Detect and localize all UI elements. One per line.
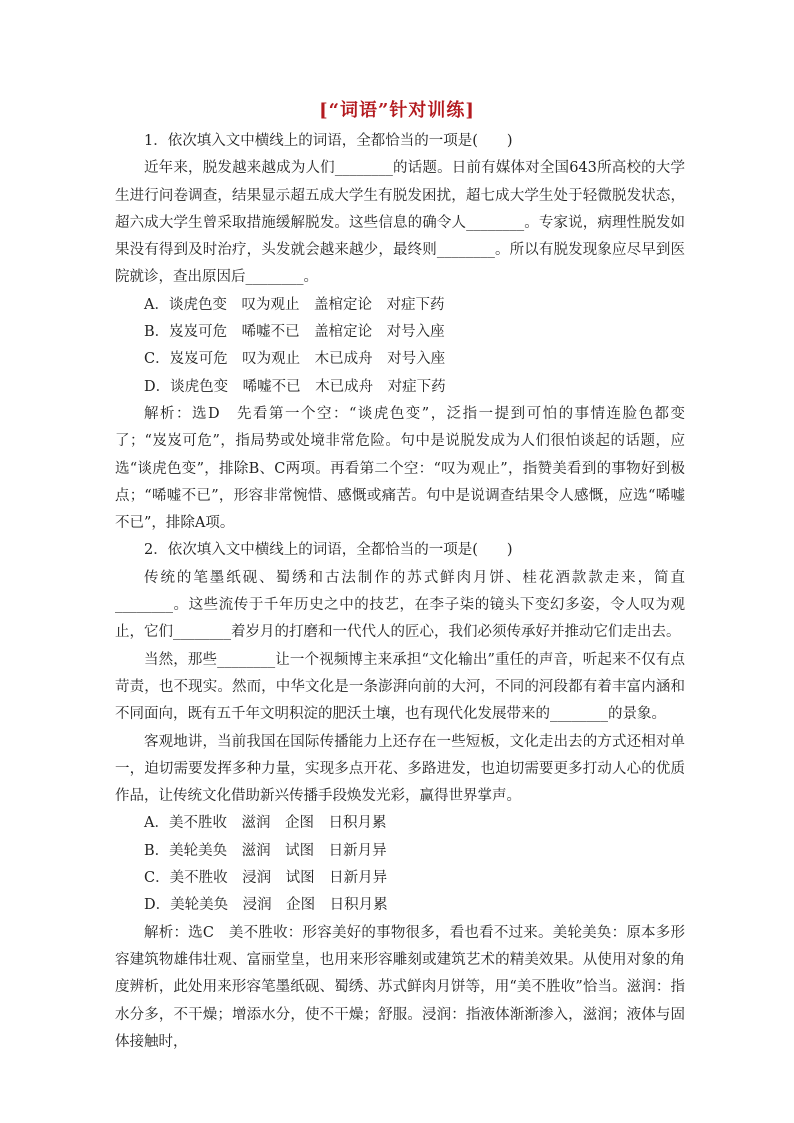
question-2-passage-2: 当然，那些________让一个视频博主来承担“文化输出”重任的声音，听起来不仅有点苛责，也不现实。然而，中华文化是一条澎湃向前的大河，不同的河段都有着丰富内涵和不同面向，既有五千年文明积淀的肥沃土壤，也有现代化发展带来的________的景象。 [115,651,685,723]
question-2-option-c: C．美不胜收 浸润 试图 日新月异 [144,870,388,887]
question-1-stem: 1．依次填入文中横线上的词语，全都恰当的一项是( ) [144,133,513,149]
question-1-option-c: C．岌岌可危 叹为观止 木已成舟 对号入座 [144,351,446,368]
question-2-analysis: 解析：选C 美不胜收：形容美好的事物很多，看也看不过来。美轮美奂：原本多形容建筑物雄伟壮观、富丽堂皇，也用来形容雕刻或建筑艺术的精美效果。从使用对象的角度辨析，此处用来形容笔墨纸砚、蜀绣、苏式鲜肉月饼等，用“美不胜收”恰当。滋润：指水分多，不干燥；增添水分，使不干燥；舒服。浸润：指液体渐渐渗入，滋润；液体与固体接触时， [115,924,685,1050]
question-1-option-a: A．谈虎色变 叹为观止 盖棺定论 对症下药 [144,296,445,313]
question-1-option-d: D．谈虎色变 唏嘘不已 木已成舟 对症下药 [144,378,446,395]
question-2-option-d: D．美轮美奂 浸润 企图 日积月累 [144,897,388,914]
document-body [115,128,685,1056]
question-1-analysis: 解析：选D 先看第一个空：“谈虎色变”，泛指一提到可怕的事情连脸色都变了；“岌岌可危”，指局势或处境非常危险。句中是说脱发成为人们很怕谈起的话题，应选“谈虎色变”，排除B、C两项。再看第二个空：“叹为观止”，指赞美看到的事物好到极点；“唏嘘不已”，形容非常惋惜、感慨或痛苦。句中是说调查结果令人感慨，应选“唏嘘不已”，排除A项。 [115,405,685,532]
page-title: [“词语”针对训练] [319,100,475,121]
question-1-option-b: B．岌岌可危 唏嘘不已 盖棺定论 对号入座 [144,324,445,341]
question-2-passage-3: 客观地讲，当前我国在国际传播能力上还存在一些短板，文化走出去的方式还相对单一，迫切需要发挥多种力量，实现多点开花、多路进发，也迫切需要更多打动人心的优质作品，让传统文化借助新兴传播手段焕发光彩，赢得世界掌声。 [115,733,685,805]
question-1-passage: 近年来，脱发越来越成为人们________的话题。日前有媒体对全国643所高校的大学生进行问卷调查，结果显示超五成大学生有脱发困扰，超七成大学生处于轻微脱发状态，超六成大学生曾采取措施缓解脱发。这些信息的确令人________。专家说，病理性脱发如果没有得到及时治疗，头发就会越来越少，最终则________。所以有脱发现象应尽早到医院就诊，查出原因后________。 [115,160,685,286]
question-2-stem: 2．依次填入文中横线上的词语，全都恰当的一项是( ) [144,542,513,559]
question-2-passage-1: 传统的笔墨纸砚、蜀绣和古法制作的苏式鲜肉月饼、桂花酒款款走来，简直________。这些流传于千年历史之中的技艺，在李子柒的镜头下变幻多姿，令人叹为观止，它们________着岁月的打磨和一代代人的匠心，我们必须传承好并推动它们走出去。 [115,569,685,641]
question-2-option-b: B．美轮美奂 滋润 试图 日新月异 [144,842,387,859]
question-2-option-a: A．美不胜收 滋润 企图 日积月累 [144,815,387,832]
